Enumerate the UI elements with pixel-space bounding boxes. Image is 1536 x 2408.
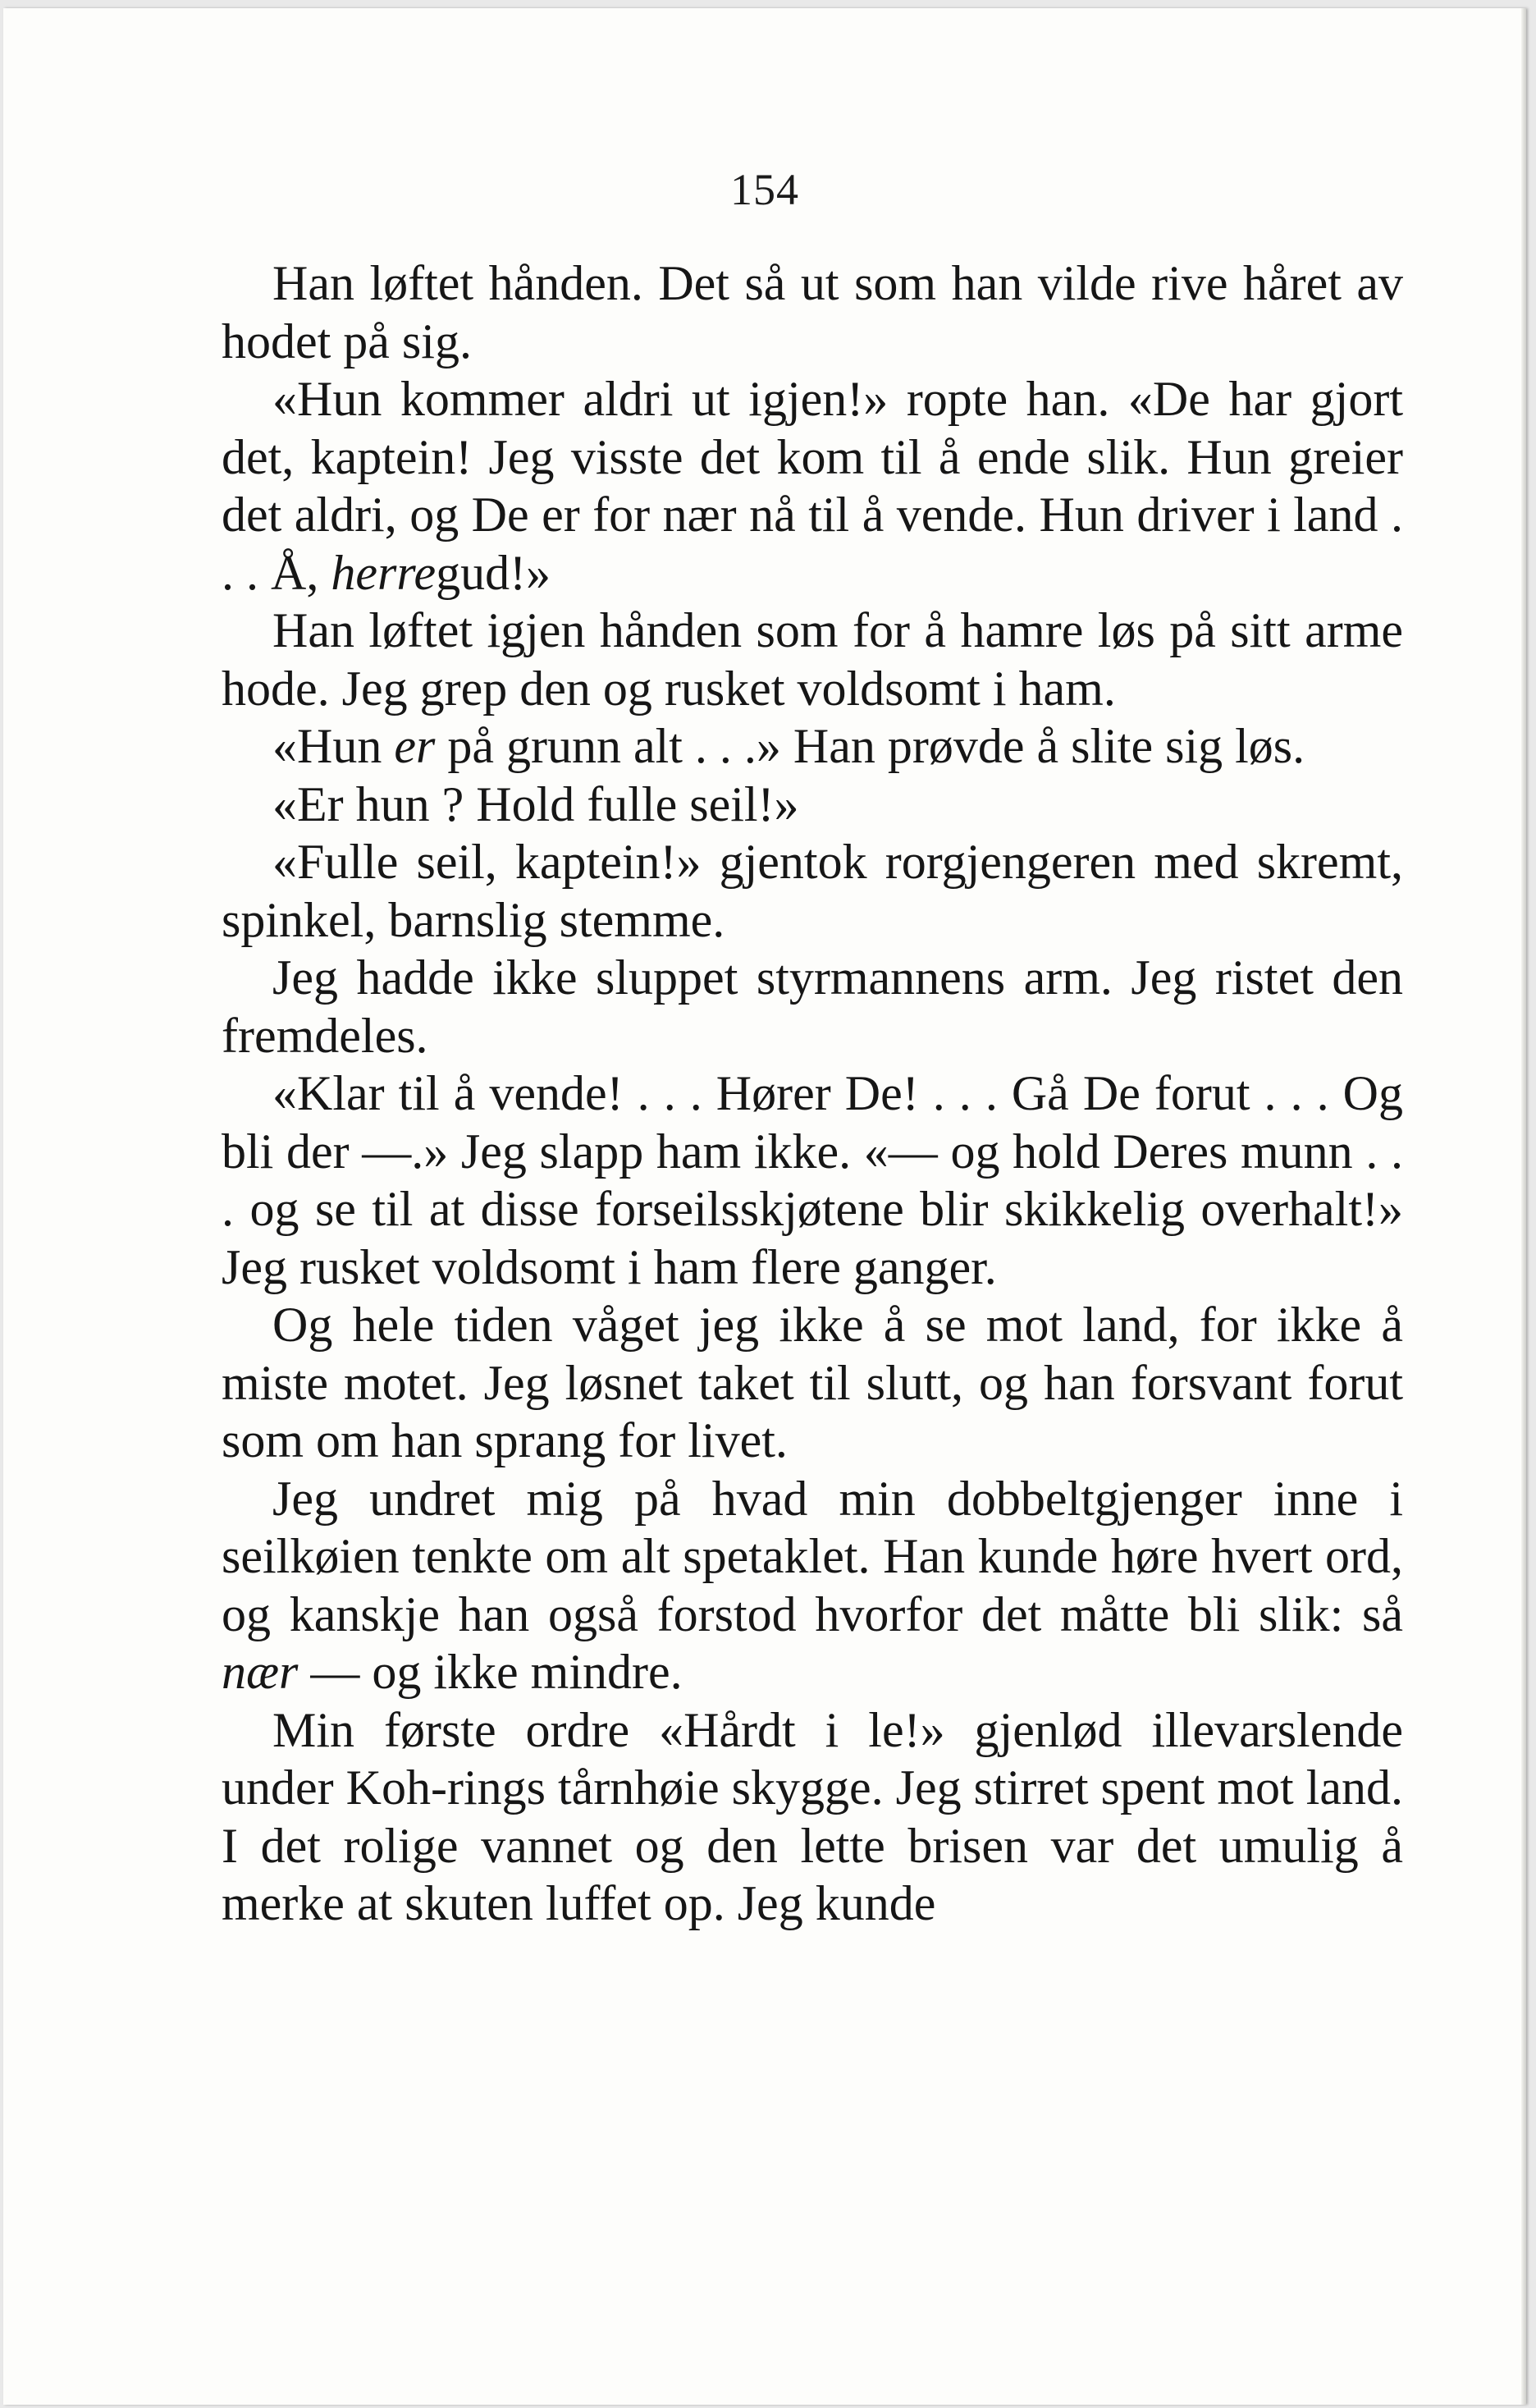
italic-text: er bbox=[394, 719, 436, 773]
text-run: Jeg hadde ikke sluppet styrmannens arm. Jeg ristet den fremdeles. bbox=[222, 950, 1403, 1063]
page-edge-shadow bbox=[1521, 8, 1526, 2405]
paragraph bbox=[222, 1470, 1403, 1701]
paragraph bbox=[222, 949, 1403, 1064]
paragraph bbox=[222, 1064, 1403, 1296]
text-run: «Hun kommer aldri ut igjen!» ropte han. «De har gjort det, kaptein! Jeg visste det kom til å ende slik. Hun greier det aldri, og De er for nær nå til å vende. Hun driver i land . . . Å, bbox=[222, 372, 1403, 600]
italic-text: nær bbox=[222, 1645, 299, 1699]
text-run: gud!» bbox=[436, 545, 551, 600]
text-run: Jeg undret mig på hvad min dobbeltgjenger inne i seilkøien tenkte om alt spetaklet. Han kunde høre hvert ord, og kanskje han også forstod hvorfor det måtte bli slik: så bbox=[222, 1471, 1403, 1641]
page-number: 154 bbox=[730, 165, 799, 214]
paragraph bbox=[222, 254, 1403, 370]
italic-text: herre bbox=[331, 545, 437, 600]
book-page bbox=[3, 8, 1526, 2405]
text-run: Han løftet igjen hånden som for å hamre løs på sitt arme hode. Jeg grep den og rusket voldsomt i ham. bbox=[222, 603, 1403, 716]
paragraph bbox=[222, 370, 1403, 602]
text-run: «Hun bbox=[272, 719, 395, 773]
text-run: «Er hun ? Hold fulle seil!» bbox=[272, 776, 799, 831]
text-run: «Fulle seil, kaptein!» gjentok rorgjengeren med skremt, spinkel, barnslig stemme. bbox=[222, 835, 1403, 947]
paragraph bbox=[222, 1296, 1403, 1470]
text-run: Han løftet hånden. Det så ut som han vilde rive håret av hodet på sig. bbox=[222, 256, 1403, 369]
paragraph bbox=[222, 602, 1403, 717]
paragraph bbox=[222, 833, 1403, 949]
body-text bbox=[222, 254, 1403, 1933]
text-run: Og hele tiden våget jeg ikke å se mot land, for ikke å miste motet. Jeg løsnet taket til slutt, og han forsvant forut som om han sprang for livet. bbox=[222, 1298, 1403, 1467]
paragraph bbox=[222, 776, 1403, 834]
text-run: Min første ordre «Hårdt i le!» gjenlød illevarslende under Koh-rings tårnhøie skygge. Jeg stirret spent mot land. I det rolige vannet og den lette brisen var det umulig å merke at skuten luffet op. Jeg kunde bbox=[222, 1702, 1403, 1930]
paragraph bbox=[222, 717, 1403, 776]
paragraph bbox=[222, 1701, 1403, 1933]
text-run: på grunn alt . . .» Han prøvde å slite sig løs. bbox=[435, 719, 1305, 773]
text-run: — og ikke mindre. bbox=[298, 1645, 683, 1699]
text-run: «Klar til å vende! . . . Hører De! . . . Gå De forut . . . Og bli der —.» Jeg slapp ham ikke. «— og hold Deres munn . . . og se til at disse forseilsskjøtene blir skikkelig overhalt!» Jeg rusket voldsomt i ham flere ganger. bbox=[222, 1066, 1403, 1294]
